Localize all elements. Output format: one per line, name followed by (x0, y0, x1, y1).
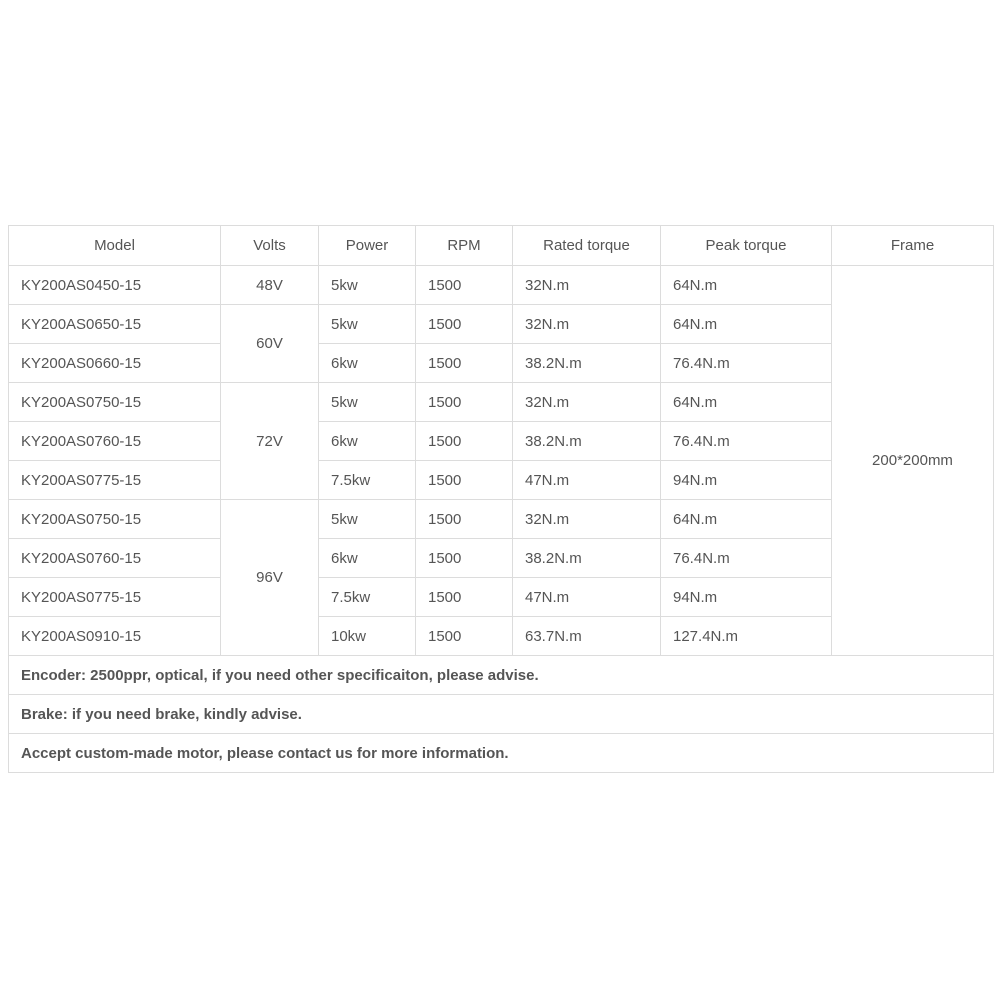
rated-torque-cell: 32N.m (513, 305, 661, 344)
power-cell: 7.5kw (319, 461, 416, 500)
peak-torque-cell: 76.4N.m (661, 539, 832, 578)
rpm-cell: 1500 (416, 305, 513, 344)
peak-torque-cell: 64N.m (661, 266, 832, 305)
rated-torque-cell: 38.2N.m (513, 422, 661, 461)
power-cell: 6kw (319, 344, 416, 383)
power-cell: 6kw (319, 422, 416, 461)
peak-torque-cell: 64N.m (661, 500, 832, 539)
power-cell: 5kw (319, 500, 416, 539)
rpm-cell: 1500 (416, 500, 513, 539)
header-peak-torque: Peak torque (661, 226, 832, 266)
brake-note: Brake: if you need brake, kindly advise. (9, 695, 994, 734)
model-cell: KY200AS0450-15 (9, 266, 221, 305)
note-row-brake (9, 695, 994, 734)
model-cell: KY200AS0910-15 (9, 617, 221, 656)
rpm-cell: 1500 (416, 539, 513, 578)
power-cell: 5kw (319, 266, 416, 305)
model-cell: KY200AS0750-15 (9, 383, 221, 422)
model-cell: KY200AS0775-15 (9, 461, 221, 500)
volts-cell: 60V (221, 305, 319, 383)
volts-cell: 72V (221, 383, 319, 500)
header-rated-torque: Rated torque (513, 226, 661, 266)
model-cell: KY200AS0760-15 (9, 539, 221, 578)
custom-motor-note: Accept custom-made motor, please contact us for more information. (9, 734, 994, 773)
rpm-cell: 1500 (416, 344, 513, 383)
peak-torque-cell: 94N.m (661, 461, 832, 500)
peak-torque-cell: 76.4N.m (661, 344, 832, 383)
rated-torque-cell: 32N.m (513, 500, 661, 539)
header-frame: Frame (832, 226, 994, 266)
model-cell: KY200AS0760-15 (9, 422, 221, 461)
header-power: Power (319, 226, 416, 266)
power-cell: 7.5kw (319, 578, 416, 617)
rpm-cell: 1500 (416, 461, 513, 500)
power-cell: 5kw (319, 383, 416, 422)
rpm-cell: 1500 (416, 422, 513, 461)
rated-torque-cell: 32N.m (513, 383, 661, 422)
rpm-cell: 1500 (416, 617, 513, 656)
header-rpm: RPM (416, 226, 513, 266)
rated-torque-cell: 38.2N.m (513, 539, 661, 578)
frame-cell: 200*200mm (832, 266, 994, 656)
note-row-encoder (9, 656, 994, 695)
header-model: Model (9, 226, 221, 266)
note-row-custom (9, 734, 994, 773)
peak-torque-cell: 94N.m (661, 578, 832, 617)
model-cell: KY200AS0660-15 (9, 344, 221, 383)
header-volts: Volts (221, 226, 319, 266)
rated-torque-cell: 63.7N.m (513, 617, 661, 656)
volts-cell: 48V (221, 266, 319, 305)
table-header-row (9, 226, 994, 266)
model-cell: KY200AS0775-15 (9, 578, 221, 617)
rated-torque-cell: 47N.m (513, 461, 661, 500)
rpm-cell: 1500 (416, 578, 513, 617)
model-cell: KY200AS0650-15 (9, 305, 221, 344)
power-cell: 6kw (319, 539, 416, 578)
rated-torque-cell: 38.2N.m (513, 344, 661, 383)
peak-torque-cell: 64N.m (661, 383, 832, 422)
rated-torque-cell: 47N.m (513, 578, 661, 617)
encoder-note: Encoder: 2500ppr, optical, if you need other specificaiton, please advise. (9, 656, 994, 695)
rpm-cell: 1500 (416, 383, 513, 422)
power-cell: 5kw (319, 305, 416, 344)
model-cell: KY200AS0750-15 (9, 500, 221, 539)
peak-torque-cell: 127.4N.m (661, 617, 832, 656)
rpm-cell: 1500 (416, 266, 513, 305)
rated-torque-cell: 32N.m (513, 266, 661, 305)
peak-torque-cell: 64N.m (661, 305, 832, 344)
power-cell: 10kw (319, 617, 416, 656)
volts-cell: 96V (221, 500, 319, 656)
motor-spec-table (8, 225, 994, 773)
peak-torque-cell: 76.4N.m (661, 422, 832, 461)
table-row (9, 266, 994, 305)
